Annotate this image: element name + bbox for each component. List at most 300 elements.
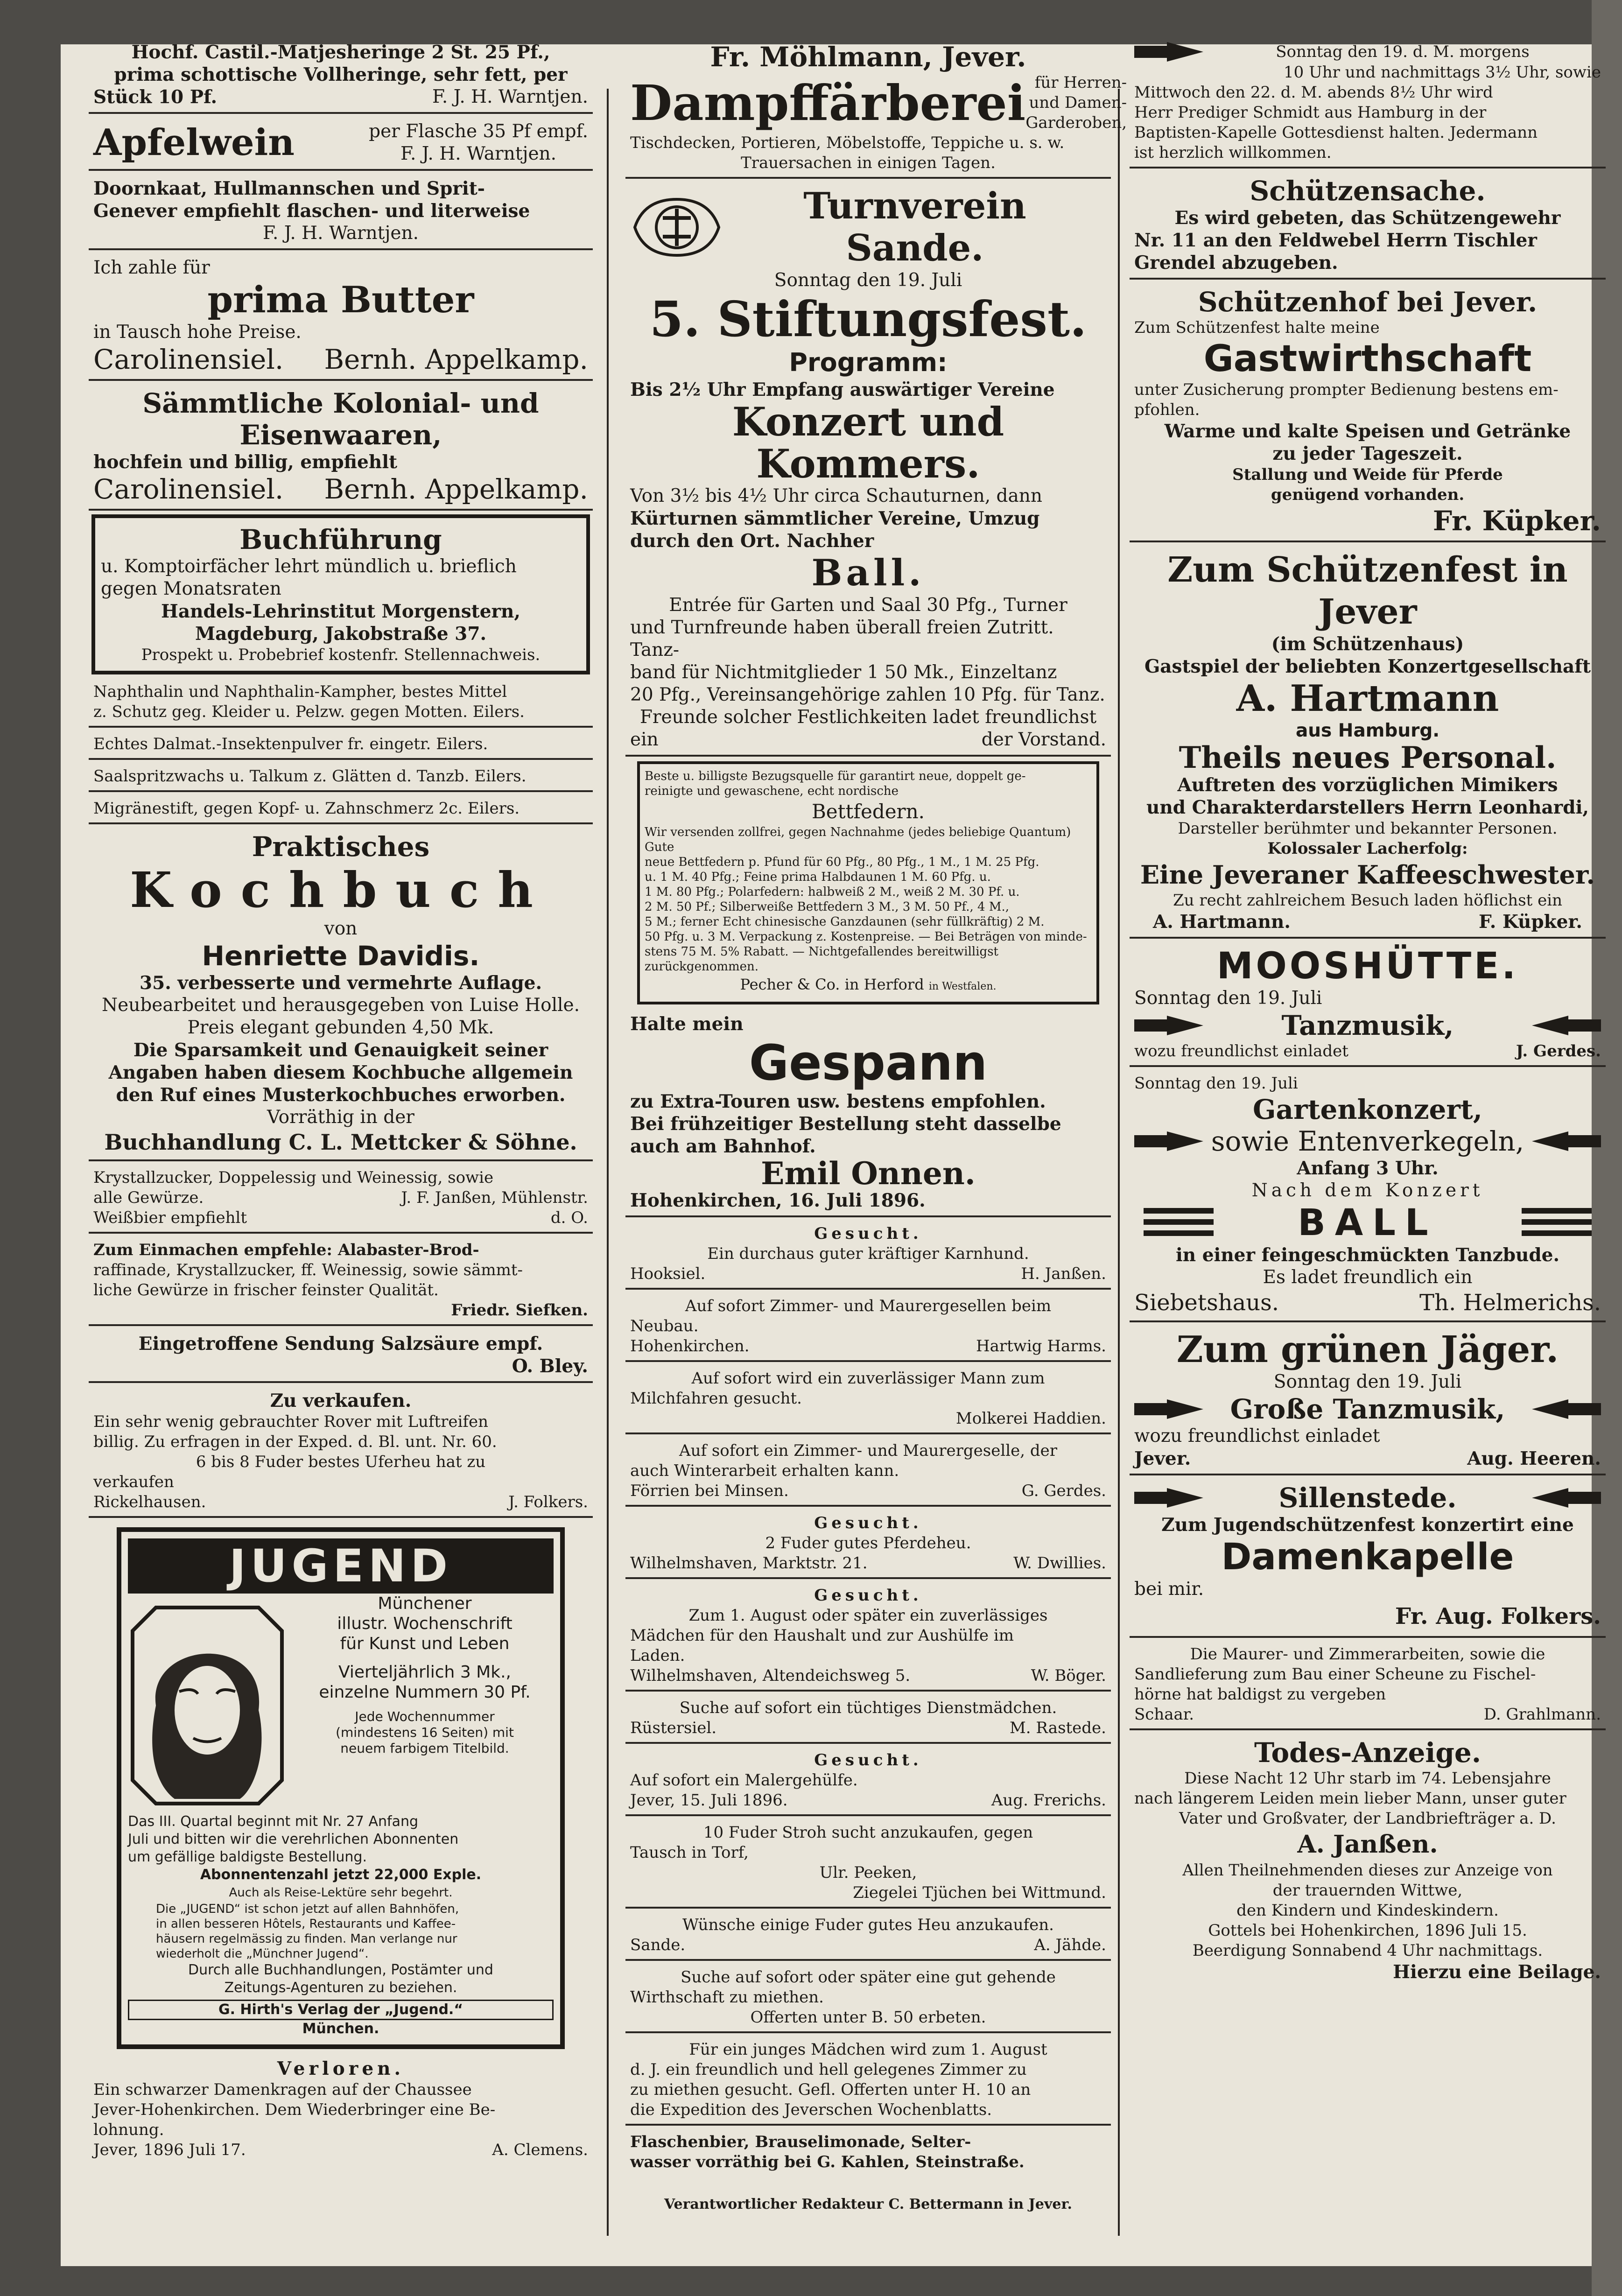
ad-title: Gesucht.: [814, 1751, 922, 1769]
ad-stroh: [625, 1819, 1111, 1909]
ad-line: gegen Monatsraten: [101, 578, 281, 599]
ad-line: Kolossaler Lacherfolg:: [1267, 839, 1468, 858]
ad-line: Neubearbeitet und herausgegeben von Luise Holle.: [102, 995, 580, 1016]
ad-date: Sonntag den 19. Juli: [1273, 1371, 1462, 1392]
ad-signature: Emil Onnen.: [761, 1155, 976, 1192]
ad-signature: Aug. Heeren.: [1467, 1448, 1601, 1469]
ad-line: Nr. 11 an den Feldwebel Herrn Tischler: [1134, 230, 1537, 251]
ad-line: Auf sofort ein Malergehülfe.: [630, 1771, 858, 1790]
ad-title: sowie Entenverkegeln,: [1211, 1125, 1524, 1157]
ad-line: Flaschenbier, Brauselimonade, Selter-: [630, 2133, 971, 2151]
ad-signature: Molkerei Haddien.: [955, 1409, 1106, 1428]
ad-signature: Bernh. Appelkamp.: [324, 473, 588, 505]
ad-line: Ein durchaus guter kräftiger Karnhund.: [707, 1244, 1029, 1263]
ad-line: Bis 2½ Uhr Empfang auswärtiger Vereine: [630, 379, 1055, 400]
pointing-hand-icon: [1134, 1487, 1204, 1509]
ad-signature: A. Hartmann.: [1153, 911, 1291, 933]
ad-line: Angaben haben diesem Kochbuche allgemein: [108, 1062, 573, 1083]
ad-line: Baptisten-Kapelle Gottesdienst halten. Jedermann: [1134, 123, 1538, 142]
ad-line: Neubau.: [630, 1317, 699, 1335]
ad-line: 10 Uhr und nachmittags 3½ Uhr, sowie: [1284, 63, 1601, 82]
ad-line: Beerdigung Sonnabend 4 Uhr nachmittags.: [1192, 1941, 1543, 1960]
ad-title: MOOSHÜTTE.: [1216, 945, 1519, 987]
ad-schuetzenhof: [1130, 282, 1606, 542]
ad-zu-verkaufen: [89, 1386, 593, 1518]
ad-signature: J. Gerdes.: [1516, 1042, 1601, 1060]
ad-line: Beste u. billigste Bezugsquelle für garantirt neue, doppelt ge-: [645, 769, 1026, 783]
ad-line: Darsteller berühmter und bekannter Personen.: [1178, 819, 1558, 838]
ad-line: wiederholt die „Münchner Jugend“.: [156, 1947, 369, 1961]
ad-line: Herr Prediger Schmidt aus Hamburg in der: [1134, 103, 1487, 122]
ad-signature: W. Böger.: [1031, 1666, 1106, 1685]
ad-flaschenbier: [625, 2128, 1111, 2176]
ad-line: und Damen-: [1029, 93, 1127, 112]
ad-signature: Aug. Frerichs.: [991, 1791, 1106, 1810]
ad-title: Fr. Möhlmann, Jever.: [710, 41, 1026, 73]
ad-line: Prospekt u. Probebrief kostenfr. Stellennachweis.: [141, 646, 541, 664]
ad-line: Anfang 3 Uhr.: [1297, 1158, 1439, 1179]
ad-line: hochfein und billig, empfiehlt: [93, 451, 398, 473]
ad-title: Gastwirthschaft: [1203, 338, 1532, 380]
ad-line: 50 Pfg. u. 3 M. Verpackung z. Kostenpreise. — Bei Beträgen von minde-: [645, 930, 1087, 944]
ad-signature: Buchhandlung C. L. Mettcker & Söhne.: [104, 1130, 577, 1155]
ad-signature: D. Grahlmann.: [1483, 1705, 1601, 1724]
ad-line: Juli und bitten wir die verehrlichen Abonnenten: [128, 1831, 459, 1847]
ad-title: Sillenstede.: [1278, 1482, 1457, 1514]
ad-title: BALL: [1298, 1202, 1438, 1244]
ad-title: Gesucht.: [814, 1514, 922, 1532]
ad-line: häusern regelmässig zu finden. Man verlange nur: [156, 1932, 457, 1946]
ad-line: für Herren-: [1034, 73, 1127, 92]
ad-signature: Fr. Aug. Folkers.: [1395, 1603, 1601, 1629]
ad-naphthalin: [89, 678, 593, 728]
ad-krystallzucker: [89, 1164, 593, 1234]
ad-line: und Charakterdarstellers Herrn Leonhardi,: [1146, 797, 1589, 818]
ad-signature: F. J. H. Warntjen.: [432, 86, 588, 107]
ad-signature: Ulr. Peeken,: [819, 1863, 917, 1882]
ad-line: pfohlen.: [1134, 400, 1200, 419]
ad-author: Henriette Davidis.: [202, 940, 480, 972]
ad-title: Theils neues Personal.: [1179, 740, 1557, 775]
ad-title: 5. Stiftungsfest.: [649, 290, 1087, 348]
ad-line: Zum Schützenfest halte meine: [1134, 318, 1380, 337]
ad-maedchen: [625, 1582, 1111, 1692]
footer-editor: Verantwortlicher Redakteur C. Bettermann in Jever.: [664, 2196, 1072, 2212]
ad-place: Schaar.: [1134, 1705, 1194, 1724]
ad-place: Rickelhausen.: [93, 1493, 206, 1511]
ad-heu: [625, 1911, 1111, 1961]
ad-line: Diese Nacht 12 Uhr starb im 74. Lebensjahre: [1184, 1769, 1551, 1788]
ad-place: Wilhelmshaven, Altendeichsweg 5.: [630, 1666, 911, 1685]
ad-line: Auf sofort Zimmer- und Maurergesellen beim: [685, 1297, 1052, 1315]
ad-line: in einer feingeschmückten Tanzbude.: [1175, 1244, 1560, 1266]
ad-signature: in Westfalen.: [928, 981, 997, 992]
ad-title: Dampffärberei: [630, 74, 1026, 132]
ad-signature: J. Folkers.: [508, 1493, 588, 1511]
ad-line: Milchfahren gesucht.: [630, 1389, 802, 1408]
ad-line: Mittwoch den 22. d. M. abends 8½ Uhr wird: [1134, 83, 1493, 102]
ad-line: u. Komptoirfächer lehrt mündlich u. brieflich: [101, 556, 517, 577]
ad-signature: W. Dwillies.: [1013, 1554, 1106, 1573]
ad-title: Verloren.: [277, 2058, 405, 2079]
supplement-note: Hierzu eine Beilage.: [1393, 1961, 1601, 1983]
ad-title: Zum Schützenfest in Jever: [1167, 550, 1568, 632]
ad-title: Zu verkaufen.: [270, 1390, 412, 1411]
ad-title: Bettfedern.: [811, 800, 925, 823]
ad-signature: Pecher & Co. in Herford: [740, 976, 924, 993]
ad-line: ein: [630, 729, 659, 750]
column-rule-2: [1118, 89, 1120, 2236]
ad-line: Münchener: [378, 1594, 472, 1613]
ad-place: Hooksiel.: [630, 1264, 706, 1283]
ad-line: wozu freundlichst einladet: [1134, 1042, 1348, 1060]
ad-title: Eine Jeveraner Kaffeeschwester.: [1140, 860, 1595, 890]
ad-line: Eingetroffene Sendung Salzsäure empf.: [138, 1333, 543, 1355]
ad-line: und Turnfreunde haben überall freien Zutritt. Tanz-: [630, 617, 1054, 660]
ad-line: Entrée für Garten und Saal 30 Pfg., Turner: [669, 595, 1067, 616]
ad-saalspritzwachs: [89, 763, 593, 792]
ad-line: billig. Zu erfragen in der Exped. d. Bl. unt. Nr. 60.: [93, 1432, 497, 1451]
ad-line: Gastspiel der beliebten Konzertgesellschaft: [1144, 656, 1591, 677]
ad-line: Suche auf sofort ein tüchtiges Dienstmädchen.: [679, 1699, 1057, 1717]
ad-place: Hohenkirchen.: [630, 1337, 750, 1355]
ad-maurergeselle: [625, 1437, 1111, 1507]
ad-line: 1 M. 80 Pfg.; Polarfedern: halbweiß 2 M., weiß 2 M. 30 Pf. u.: [645, 885, 1020, 899]
ad-insektenpulver: [89, 730, 593, 760]
ad-line: Migränestift, gegen Kopf- u. Zahnschmerz 2c. Eilers.: [93, 799, 520, 818]
ad-line: in Tausch hohe Preise.: [93, 322, 302, 343]
ad-line: Vierteljährlich 3 Mk.,: [338, 1663, 511, 1682]
ad-line: 2 Fuder gutes Pferdeheu.: [765, 1534, 971, 1552]
decorative-bars-icon: [1144, 1208, 1214, 1238]
ad-line: 10 Fuder Stroh sucht anzukaufen, gegen: [703, 1823, 1033, 1842]
ad-line: zu jeder Tageszeit.: [1272, 443, 1463, 464]
ad-line: band für Nichtmitglieder 1 50 Mk., Einzeltanz: [630, 662, 1057, 683]
ad-title: Kochbuch: [130, 861, 552, 919]
ad-place: Siebetshaus.: [1134, 1290, 1279, 1316]
ad-line: Stallung und Weide für Pferde: [1232, 465, 1503, 484]
decorative-bars-icon: [1522, 1208, 1592, 1238]
ad-line: prima schottische Vollheringe, sehr fett, per: [114, 64, 568, 85]
ad-line: Wünsche einige Fuder gutes Heu anzukaufen.: [682, 1916, 1054, 1934]
ad-title: Damenkapelle: [1221, 1536, 1514, 1578]
ad-line: Jever-Hohenkirchen. Dem Wiederbringer eine Be-: [93, 2100, 496, 2119]
ad-title: Gartenkonzert,: [1253, 1094, 1482, 1125]
ad-line: Magdeburg, Jakobstraße 37.: [195, 623, 487, 645]
ad-place: Förrien bei Minsen.: [630, 1482, 789, 1500]
ad-buchfuehrung: [91, 514, 590, 674]
ad-wirthschaft: [625, 1964, 1111, 2033]
ad-line: bei mir.: [1134, 1579, 1204, 1600]
ad-title: Gesucht.: [814, 1586, 922, 1605]
ad-line: nach längerem Leiden mein lieber Mann, unser guter: [1134, 1789, 1566, 1808]
ad-mooshuette: [1130, 941, 1606, 1067]
ad-line: Halte mein: [630, 1013, 744, 1035]
ad-line: Ein sehr wenig gebrauchter Rover mit Luftreifen: [93, 1412, 488, 1431]
ad-maurerarbeiten: [1130, 1641, 1606, 1730]
pointing-hand-icon: [1134, 1015, 1204, 1036]
ad-todesanzeige: [1130, 1733, 1606, 1987]
ad-signature: F. Küpker.: [1479, 911, 1582, 933]
pointing-hand-icon: [1531, 1015, 1601, 1036]
ad-place: Rüstersiel.: [630, 1719, 717, 1737]
ad-line: den Ruf eines Musterkochbuches erworben.: [116, 1084, 566, 1106]
ad-dampffaerberei: [625, 37, 1127, 179]
ad-line: wozu freundlichst einladet: [1134, 1425, 1380, 1446]
ad-line: d. J. ein freundlich und hell gelegenes Zimmer zu: [630, 2060, 1027, 2079]
ad-line: Die Maurer- und Zimmerarbeiten, sowie die: [1190, 1645, 1545, 1664]
ad-kolonial: [89, 384, 593, 511]
ad-line: Vorräthig in der: [267, 1107, 414, 1128]
ad-dienstmaedchen: [625, 1694, 1111, 1744]
ad-line: Zeitungs-Agenturen zu beziehen.: [224, 1980, 457, 1996]
ad-line: in allen besseren Hôtels, Restaurants und Kaffee-: [156, 1917, 456, 1931]
ad-sillenstede: [1130, 1478, 1606, 1638]
ad-line: von: [324, 918, 358, 939]
ad-place: Jever.: [1134, 1448, 1191, 1469]
ad-line: Wir versenden zollfrei, gegen Nachnahme (jedes beliebige Quantum) Gute: [645, 825, 1071, 854]
ad-line: Stück 10 Pf.: [93, 86, 218, 108]
column-middle: [625, 37, 1127, 2212]
ad-line: Allen Theilnehmenden dieses zur Anzeige von: [1182, 1861, 1553, 1880]
ad-line: alle Gewürze.: [93, 1188, 204, 1207]
ad-line: Abonnentenzahl jetzt 22,000 Exple.: [200, 1867, 482, 1883]
ad-title: prima Butter: [207, 279, 474, 321]
ad-schuetzensache: [1130, 171, 1606, 280]
ad-line: Sonntag den 19. d. M. morgens: [1276, 42, 1530, 61]
ad-signature: Hartwig Harms.: [976, 1337, 1106, 1355]
ad-line: für Kunst und Leben: [340, 1634, 510, 1653]
ad-title: A. Janßen.: [1297, 1830, 1438, 1859]
ad-title: Praktisches: [252, 831, 430, 863]
ad-title: Ball.: [811, 552, 925, 594]
ad-line: den Kindern und Kindeskindern.: [1236, 1901, 1499, 1920]
ad-line: z. Schutz geg. Kleider u. Pelzw. gegen Motten. Eilers.: [93, 702, 525, 721]
ad-line: Vater und Großvater, der Landbriefträger a. D.: [1179, 1809, 1556, 1828]
ad-title: Schützenhof bei Jever.: [1198, 286, 1538, 318]
ad-line: zu miethen gesucht. Gefl. Offerten unter H. 10 an: [630, 2080, 1031, 2099]
ad-line: u. 1 M. 40 Pfg.; Feine prima Halbdaunen 1 M. 60 Pfg. u.: [645, 870, 991, 884]
ad-title: Turnverein: [803, 185, 1026, 227]
ad-line: unter Zusicherung prompter Bedienung bestens em-: [1134, 380, 1559, 399]
ad-date: Sonntag den 19. Juli: [1134, 988, 1322, 1009]
ad-line: Zum Jugendschützenfest konzertirt eine: [1161, 1514, 1574, 1536]
ad-line: Nach dem Konzert: [1251, 1180, 1484, 1201]
ad-date: Hohenkirchen, 16. Juli 1896.: [630, 1190, 926, 1211]
ad-line: aus Hamburg.: [1295, 720, 1440, 741]
ad-line: Weißbier empfiehlt: [93, 1208, 247, 1227]
ad-line: neuem farbigem Titelbild.: [340, 1741, 509, 1756]
ad-gespann: [625, 1009, 1111, 1217]
ad-line: Durch alle Buchhandlungen, Postämter und: [188, 1962, 493, 1978]
ad-turnverein: [625, 182, 1111, 757]
ad-place: Jever, 15. Juli 1896.: [630, 1791, 788, 1810]
ad-signature: F. J. H. Warntjen.: [400, 143, 557, 164]
ad-line: ist herzlich willkommen.: [1134, 143, 1332, 162]
ad-line: wasser vorräthig bei G. Kahlen, Steinstraße.: [630, 2153, 1025, 2171]
ad-line: einzelne Nummern 30 Pf.: [319, 1683, 531, 1702]
ad-line: Ein schwarzer Damenkragen auf der Chaussee: [93, 2080, 472, 2099]
ad-line: Auf sofort wird ein zuverlässiger Mann zum: [691, 1369, 1045, 1388]
ad-title: Sande.: [846, 227, 984, 269]
ad-line: 2 M. 50 Pf.; Silberweiße Bettfedern 3 M., 3 M. 50 Pf., 4 M.,: [645, 900, 1010, 914]
ad-salzsaeure: [89, 1329, 593, 1383]
ad-line: Offerten unter B. 50 erbeten.: [750, 2008, 986, 2027]
ad-line: Suche auf sofort oder später eine gut gehende: [681, 1968, 1056, 1987]
ad-place: Carolinensiel.: [93, 473, 284, 505]
ad-title: Große Tanzmusik,: [1230, 1393, 1505, 1425]
ad-line: Zu recht zahlreichem Besuch laden höflichst ein: [1173, 891, 1563, 910]
ad-signature: der Vorstand.: [981, 729, 1106, 750]
ad-line: Tischdecken, Portieren, Möbelstoffe, Teppiche u. s. w.: [630, 133, 1065, 152]
ad-line: illustr. Wochenschrift: [337, 1614, 513, 1633]
ad-title: Eisenwaaren,: [239, 419, 442, 451]
ad-signature: d. O.: [550, 1208, 588, 1227]
turnverein-emblem-icon: [630, 195, 723, 260]
ad-title: JUGEND: [128, 1538, 554, 1594]
ad-line: Garderoben,: [1025, 113, 1127, 132]
ad-line: Das III. Quartal beginnt mit Nr. 27 Anfang: [128, 1813, 419, 1830]
ad-line: Es ladet freundlich ein: [1263, 1267, 1473, 1288]
ad-line: Für ein junges Mädchen wird zum 1. August: [689, 2040, 1047, 2059]
ad-line: liche Gewürze in frischer feinster Qualität.: [93, 1281, 439, 1299]
ad-line: Warme und kalte Speisen und Getränke: [1164, 421, 1571, 442]
ad-gesucht-hund: [625, 1220, 1111, 1290]
ad-line: Tausch in Torf,: [630, 1843, 749, 1862]
ad-line: raffinade, Krystallzucker, ff. Weinessig, sowie sämmt-: [93, 1261, 523, 1279]
ad-place: Wilhelmshaven, Marktstr. 21.: [630, 1554, 868, 1573]
column-right: [1130, 37, 1606, 2212]
ad-signature: F. J. H. Warntjen.: [262, 223, 419, 244]
ad-line: Krystallzucker, Doppelessig und Weinessig, sowie: [93, 1168, 494, 1187]
ad-signature: H. Janßen.: [1021, 1264, 1106, 1283]
ad-signature: O. Bley.: [512, 1355, 588, 1377]
pointing-hand-icon: [1531, 1487, 1601, 1509]
ad-title: Tanzmusik,: [1281, 1010, 1454, 1041]
ad-migraenestift: [89, 795, 593, 824]
column-rule-1: [607, 89, 609, 2236]
ad-line: 35. verbesserte und vermehrte Auflage.: [139, 972, 542, 994]
ad-line: zu Extra-Touren usw. bestens empfohlen.: [630, 1091, 1046, 1112]
ad-line: Die Sparsamkeit und Genauigkeit seiner: [133, 1039, 548, 1061]
ad-title: Gesucht.: [814, 1224, 922, 1243]
ad-pferdeheu: [625, 1510, 1111, 1579]
ad-line: Auch als Reise-Lektüre sehr begehrt.: [229, 1886, 453, 1900]
ad-line: Gottels bei Hohenkirchen, 1896 Juli 15.: [1208, 1921, 1527, 1940]
ad-line: auch Winterarbeit erhalten kann.: [630, 1461, 899, 1480]
ad-line: Es wird gebeten, das Schützengewehr: [1174, 207, 1561, 229]
ad-line: Zum Einmachen empfehle: Alabaster-Brod-: [93, 1241, 479, 1259]
ad-line: Freunde solcher Festlichkeiten ladet freundlichst: [639, 707, 1097, 728]
woman-portrait-icon: [128, 1603, 287, 1808]
ad-signature: G. Hirth's Verlag der „Jugend.“: [128, 2000, 554, 2020]
ad-line: lohnung.: [93, 2120, 164, 2139]
ad-apfelwein: [89, 117, 593, 171]
ad-line: Kürturnen sämmtlicher Vereine, Umzug: [630, 508, 1040, 529]
ad-line: Zum 1. August oder später ein zuverlässiges: [688, 1606, 1048, 1625]
ad-line: (mindestens 16 Seiten) mit: [336, 1725, 514, 1740]
ad-gruener-jaeger: [1130, 1325, 1606, 1475]
ad-malergehuelfe: [625, 1747, 1111, 1816]
ad-genever: [89, 174, 593, 250]
ad-hartmann: [1130, 545, 1606, 939]
ad-line: Preis elegant gebunden 4,50 Mk.: [187, 1017, 494, 1038]
ad-line: stens 75 M. 5% Rabatt. — Nichtgefallendes bereitwilligst zurückgenommen.: [645, 945, 998, 974]
ad-line: Laden.: [630, 1646, 685, 1665]
ad-line: Grendel abzugeben.: [1134, 252, 1338, 274]
ad-place: Sande.: [630, 1936, 686, 1954]
ad-signature: A. Jähde.: [1034, 1936, 1106, 1954]
ad-line: Jede Wochennummer: [355, 1709, 495, 1724]
ad-line: 20 Pfg., Vereinsangehörige zahlen 10 Pfg. für Tanz.: [630, 684, 1105, 705]
pointing-hand-icon: [1134, 1398, 1204, 1420]
ad-gartenkonzert: [1130, 1070, 1606, 1322]
ad-signature: G. Gerdes.: [1021, 1482, 1106, 1500]
ad-line: Von 3½ bis 4½ Uhr circa Schauturnen, dann: [630, 485, 1042, 506]
ad-line: Auftreten des vorzüglichen Mimikers: [1177, 774, 1558, 796]
ad-line: Doornkaat, Hullmannschen und Sprit-: [93, 178, 485, 199]
ad-signature: M. Rastede.: [1009, 1719, 1106, 1737]
ad-line: Handels-Lehrinstitut Morgenstern,: [161, 601, 520, 622]
ad-line: auch am Bahnhof.: [630, 1136, 816, 1157]
ad-line: verkaufen: [93, 1473, 174, 1491]
ad-title: Buchführung: [239, 524, 442, 555]
ad-title: Konzert und Kommers.: [732, 399, 1004, 487]
ad-line: (im Schützenhaus): [1271, 633, 1464, 655]
ad-line: Naphthalin und Naphthalin-Kampher, bestes Mittel: [93, 682, 507, 701]
ad-line: 6 bis 8 Fuder bestes Uferheu hat zu: [196, 1453, 486, 1471]
ad-signature: Bernh. Appelkamp.: [324, 344, 588, 375]
column-left: [89, 37, 593, 2212]
ad-line: um gefällige baldigste Bestellung.: [128, 1849, 367, 1865]
ad-milchfahren: [625, 1365, 1111, 1434]
ad-einmachen: [89, 1236, 593, 1326]
ad-title: Apfelwein: [93, 121, 295, 164]
ad-butter: [89, 253, 593, 381]
ad-place: Jever, 1896 Juli 17.: [93, 2141, 246, 2159]
ad-line: Sandlieferung zum Bau einer Scheune zu Fischel-: [1134, 1665, 1536, 1684]
ad-bettfedern: [637, 761, 1099, 1004]
ad-line: die Expedition des Jeverschen Wochenblatts.: [630, 2100, 992, 2119]
pointing-hand-icon: [1531, 1398, 1601, 1420]
ad-line: genügend vorhanden.: [1271, 485, 1465, 504]
ad-line: Wirthschaft zu miethen.: [630, 1988, 824, 2007]
ad-line: der trauernden Wittwe,: [1272, 1881, 1463, 1900]
ad-date: Sonntag den 19. Juli: [1134, 1074, 1298, 1093]
pointing-hand-icon: [1134, 41, 1204, 63]
ad-gottesdienst: [1130, 37, 1606, 169]
ad-signature: Ziegelei Tjüchen bei Wittmund.: [853, 1883, 1106, 1902]
pointing-hand-icon: [1531, 1130, 1601, 1152]
ad-line: Bei frühzeitiger Bestellung steht dasselbe: [630, 1113, 1061, 1135]
pointing-hand-icon: [1134, 1130, 1204, 1152]
ad-jugend: [117, 1527, 565, 2049]
ad-signature: Th. Helmerichs.: [1419, 1290, 1601, 1316]
ad-signature: München.: [302, 2021, 379, 2037]
ad-line: Mädchen für den Haushalt und zur Aushülfe im: [630, 1626, 1014, 1645]
ad-line: Die „JUGEND“ ist schon jetzt auf allen Bahnhöfen,: [156, 1902, 459, 1916]
ad-title: Todes-Anzeige.: [1254, 1737, 1482, 1769]
ad-herring: [89, 37, 593, 114]
ad-date: Sonntag den 19. Juli: [774, 270, 962, 291]
ad-line: Hochf. Castil.-Matjesheringe 2 St. 25 Pf.,: [131, 42, 550, 63]
ad-line: per Flasche 35 Pf empf.: [369, 121, 588, 142]
ad-title: Gespann: [749, 1034, 988, 1091]
ad-title: Programm:: [789, 348, 948, 377]
ad-signature: Fr. Küpker.: [1432, 505, 1601, 537]
ad-line: Echtes Dalmat.-Insektenpulver fr. eingetr. Eilers.: [93, 735, 488, 753]
ad-place: Carolinensiel.: [93, 344, 284, 375]
